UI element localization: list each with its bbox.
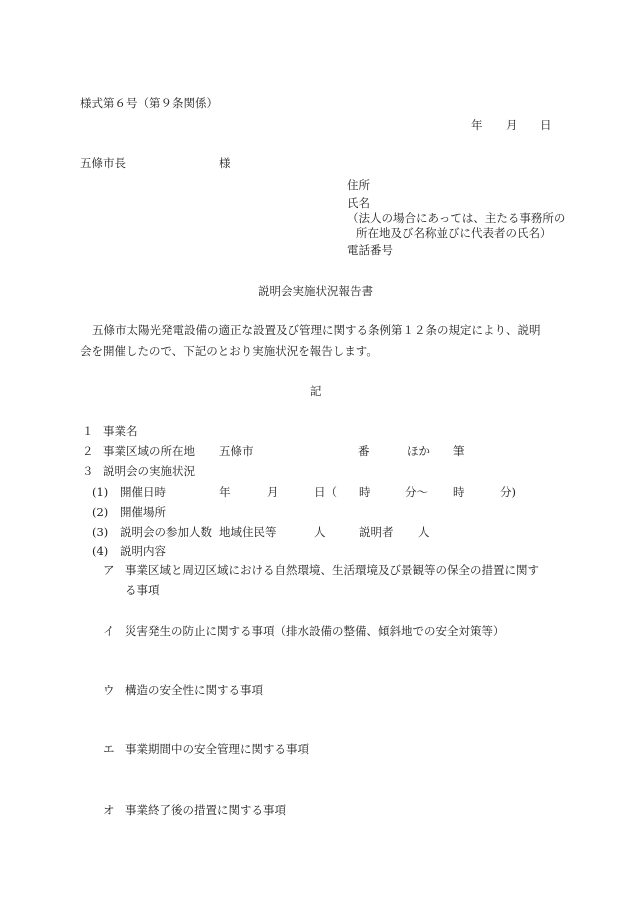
sub1-label: 開催日時 — [120, 485, 166, 499]
sub3-presenters: 説明者 — [359, 525, 394, 539]
item3-label: 説明会の実施状況 — [103, 464, 195, 478]
item2-city: 五條市 — [219, 444, 254, 458]
ki-label: 記 — [310, 384, 322, 398]
sub1-day: 日（ — [314, 485, 337, 499]
date-day-label: 日 — [540, 118, 552, 132]
item2-hoka: ほか — [407, 444, 430, 458]
sub1-minute-start: 分〜 — [405, 485, 428, 499]
sub3-label: 説明会の参加人数 — [120, 525, 212, 539]
item1-label: 事業名 — [103, 424, 138, 438]
sub1-hour-end: 時 — [453, 485, 465, 499]
item3-number: ３ — [82, 464, 94, 478]
sub1-hour-start: 時 — [359, 485, 371, 499]
sub4-label: 説明内容 — [120, 544, 166, 558]
content-e-mark: エ — [103, 742, 115, 756]
item2-hitsu: 筆 — [453, 444, 465, 458]
sub2-number: (2) — [92, 505, 109, 519]
sub4-number: (4) — [92, 544, 109, 558]
date-year-label: 年 — [471, 118, 483, 132]
corp-note-line1: （法人の場合にあっては、主たる事務所の — [347, 211, 566, 225]
content-a-mark: ア — [103, 563, 115, 577]
content-o-text: 事業終了後の措置に関する事項 — [125, 803, 286, 817]
sub3-residents: 地域住民等 — [219, 525, 277, 539]
address-label: 住所 — [347, 178, 370, 192]
sub2-label: 開催場所 — [120, 505, 166, 519]
sub1-number: (1) — [92, 485, 109, 499]
sub1-minute-end: 分) — [500, 485, 516, 499]
phone-label: 電話番号 — [347, 243, 393, 257]
content-e-text: 事業期間中の安全管理に関する事項 — [125, 742, 309, 756]
name-label: 氏名 — [347, 196, 370, 210]
content-a-line1: 事業区域と周辺区域における自然環境、生活環境及び景観等の保全の措置に関す — [125, 563, 539, 577]
item2-number: ２ — [82, 444, 94, 458]
body-line-2: 会を開催したので、下記のとおり実施状況を報告します。 — [80, 344, 378, 358]
document-title: 説明会実施状況報告書 — [258, 284, 373, 298]
content-o-mark: オ — [103, 803, 115, 817]
item2-label: 事業区域の所在地 — [103, 444, 195, 458]
recipient-mayor: 五條市長 — [80, 156, 126, 170]
content-u-mark: ウ — [103, 683, 115, 697]
body-line-1: 五條市太陽光発電設備の適正な設置及び管理に関する条例第１２条の規定により、説明 — [92, 323, 541, 337]
form-label: 様式第６号（第９条関係） — [80, 96, 218, 110]
item2-ban: 番 — [358, 444, 370, 458]
sub3-presenters-unit: 人 — [418, 525, 430, 539]
sub3-number: (3) — [92, 525, 109, 539]
sub3-residents-unit: 人 — [314, 525, 326, 539]
recipient-honorific: 様 — [219, 156, 231, 170]
date-month-label: 月 — [506, 118, 518, 132]
content-u-text: 構造の安全性に関する事項 — [125, 683, 263, 697]
content-i-mark: イ — [103, 624, 115, 638]
sub1-year: 年 — [219, 485, 231, 499]
content-a-line2: る事項 — [125, 583, 160, 597]
item1-number: １ — [82, 424, 94, 438]
corp-note-line2: 所在地及び名称並びに代表者の氏名） — [356, 226, 552, 240]
sub1-month: 月 — [267, 485, 279, 499]
content-i-text: 災害発生の防止に関する事項（排水設備の整備、傾斜地での安全対策等） — [125, 624, 505, 638]
